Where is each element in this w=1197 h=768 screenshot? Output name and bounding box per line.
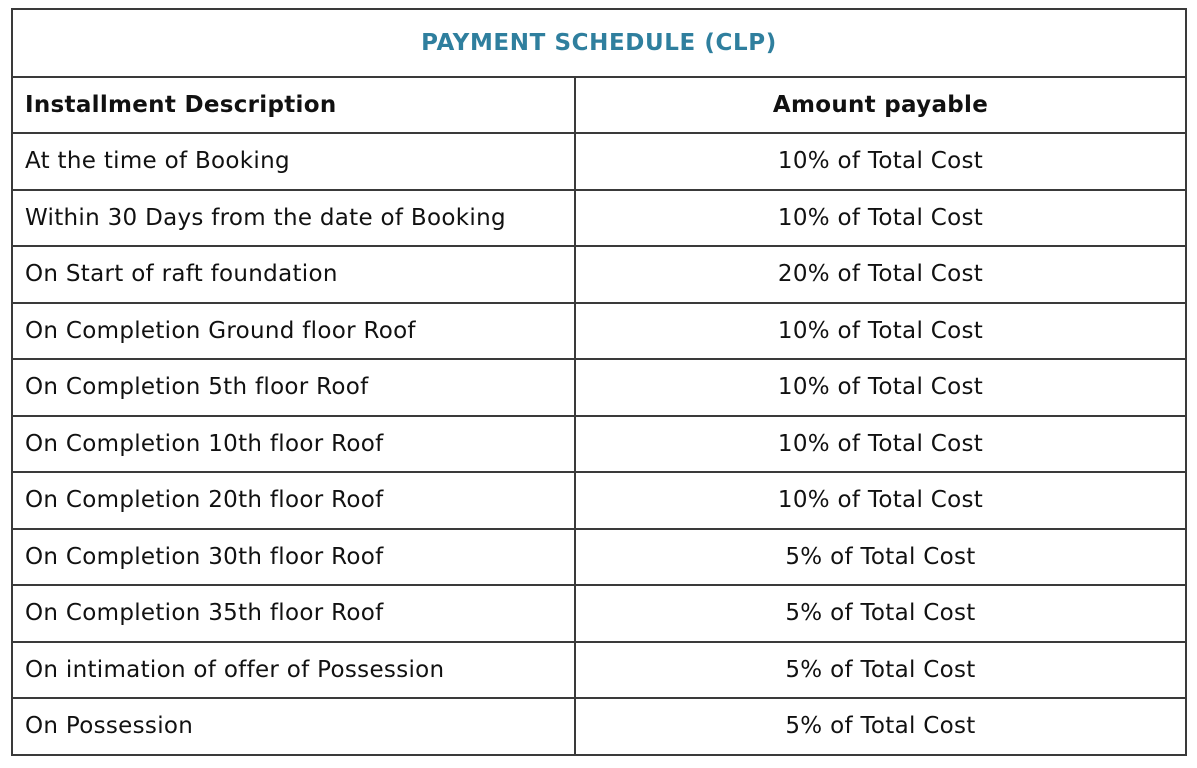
table-row <box>12 529 1186 586</box>
header-row <box>12 77 1186 133</box>
table-row <box>12 303 1186 360</box>
amount-payable: 10% of Total Cost <box>575 303 1186 360</box>
table-row <box>12 416 1186 473</box>
title-row <box>12 9 1186 77</box>
amount-payable: 10% of Total Cost <box>575 133 1186 190</box>
amount-payable: 5% of Total Cost <box>575 529 1186 586</box>
amount-payable: 5% of Total Cost <box>575 698 1186 755</box>
table-row <box>12 698 1186 755</box>
installment-description: On Possession <box>12 698 575 755</box>
installment-description: Within 30 Days from the date of Booking <box>12 190 575 247</box>
installment-description: On Completion 35th floor Roof <box>12 585 575 642</box>
amount-payable: 10% of Total Cost <box>575 472 1186 529</box>
amount-payable: 10% of Total Cost <box>575 190 1186 247</box>
payment-schedule-body <box>12 9 1186 755</box>
header-installment-description: Installment Description <box>12 77 575 133</box>
table-row <box>12 472 1186 529</box>
installment-description: On Completion 10th floor Roof <box>12 416 575 473</box>
table-row <box>12 246 1186 303</box>
installment-description: At the time of Booking <box>12 133 575 190</box>
table-row <box>12 359 1186 416</box>
installment-description: On Completion Ground floor Roof <box>12 303 575 360</box>
table-row <box>12 190 1186 247</box>
installment-description: On Completion 5th floor Roof <box>12 359 575 416</box>
installment-description: On Start of raft foundation <box>12 246 575 303</box>
schedule-title: PAYMENT SCHEDULE (CLP) <box>12 9 1186 77</box>
installment-description: On intimation of offer of Possession <box>12 642 575 699</box>
table-row <box>12 585 1186 642</box>
installment-description: On Completion 30th floor Roof <box>12 529 575 586</box>
amount-payable: 5% of Total Cost <box>575 585 1186 642</box>
table-row <box>12 133 1186 190</box>
amount-payable: 5% of Total Cost <box>575 642 1186 699</box>
payment-schedule-table <box>11 8 1187 756</box>
amount-payable: 10% of Total Cost <box>575 359 1186 416</box>
header-amount-payable: Amount payable <box>575 77 1186 133</box>
installment-description: On Completion 20th floor Roof <box>12 472 575 529</box>
amount-payable: 20% of Total Cost <box>575 246 1186 303</box>
amount-payable: 10% of Total Cost <box>575 416 1186 473</box>
table-row <box>12 642 1186 699</box>
